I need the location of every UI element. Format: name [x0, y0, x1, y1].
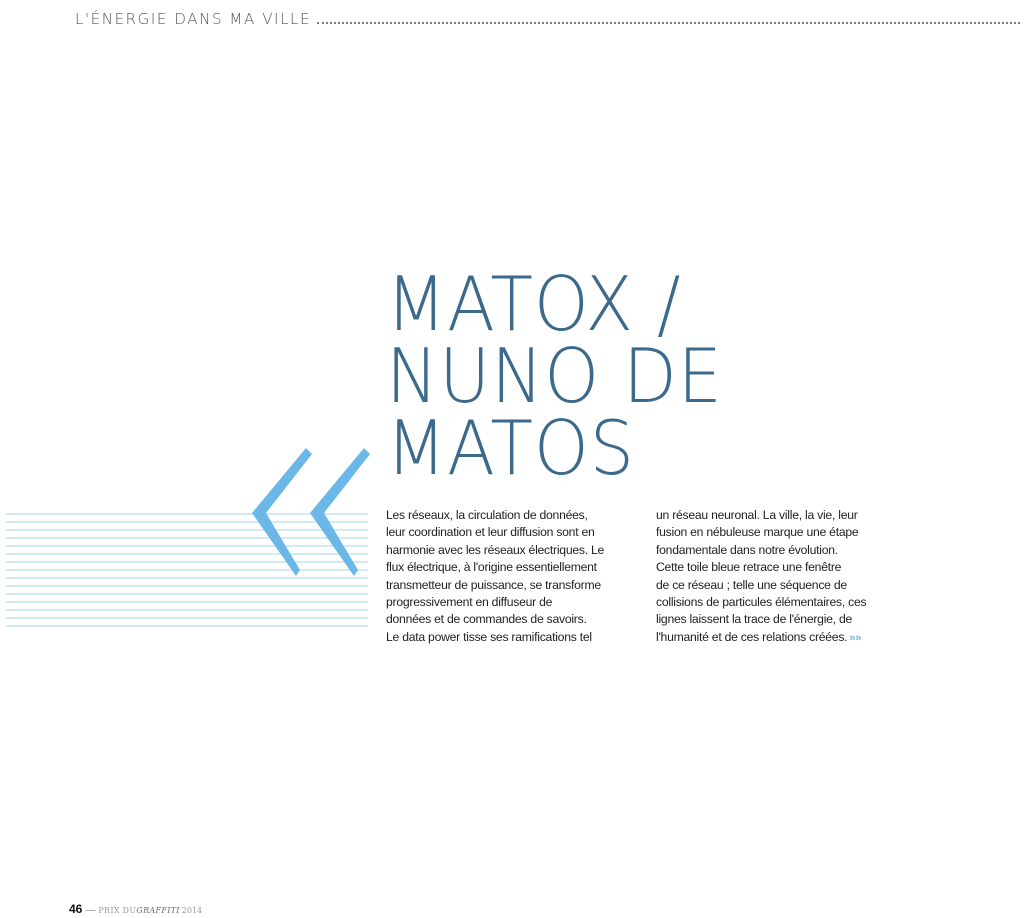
body-line-text: l'humanité et de ces relations créées.: [656, 629, 848, 644]
body-line: Le data power tisse ses ramifications tel: [386, 629, 592, 644]
article-title: [386, 260, 748, 492]
guillemet-chevron-left: [252, 448, 312, 576]
body-line: transmetteur de puissance, se transforme: [386, 577, 601, 592]
title-line-1: MATOX /: [386, 260, 682, 348]
double-chevron-right-icon: »»: [849, 631, 862, 644]
body-line: flux électrique, à l'origine essentiellement: [386, 560, 597, 575]
footer-separator: —: [85, 905, 96, 916]
body-line: lignes laissent la trace de l'énergie, de: [656, 612, 853, 627]
publication-name: GRAFFITI: [136, 906, 180, 915]
body-line-last: [656, 629, 896, 647]
body-line: fondamentale dans notre évolution.: [656, 542, 838, 557]
header-dotted-rule: [317, 22, 1020, 24]
page-footer: [69, 902, 202, 916]
body-line: Les réseaux, la circulation de données,: [386, 508, 588, 522]
guillemet-chevron-right: [310, 448, 370, 576]
body-line: fusion en nébuleuse marque une étape: [656, 525, 859, 540]
body-line: Cette toile bleue retrace une fenêtre: [656, 560, 842, 575]
body-line: collisions de particules élémentaires, ces: [656, 595, 867, 610]
body-line: progressivement en diffuseur de: [386, 595, 553, 610]
section-header: [75, 7, 1020, 27]
opening-guillemet-icon: [250, 448, 375, 578]
page-number: 46: [69, 902, 83, 916]
section-title: L'ÉNERGIE DANS MA VILLE: [75, 10, 312, 28]
body-line: données et de commandes de savoirs.: [386, 612, 587, 627]
title-line-3: MATOS: [386, 404, 635, 492]
body-line: harmonie avec les réseaux électriques. Le: [386, 542, 605, 557]
title-line-2: NUNO DE: [386, 332, 723, 420]
body-line: leur coordination et leur diffusion sont en: [386, 525, 595, 540]
body-line: un réseau neuronal. La ville, la vie, leur: [656, 508, 858, 522]
body-line: de ce réseau ; telle une séquence de: [656, 577, 847, 592]
body-column-1: [386, 507, 636, 646]
body-column-2: [656, 507, 896, 647]
publication-prefix: PRIX DU: [98, 906, 137, 915]
publication-year: 2014: [181, 906, 203, 915]
